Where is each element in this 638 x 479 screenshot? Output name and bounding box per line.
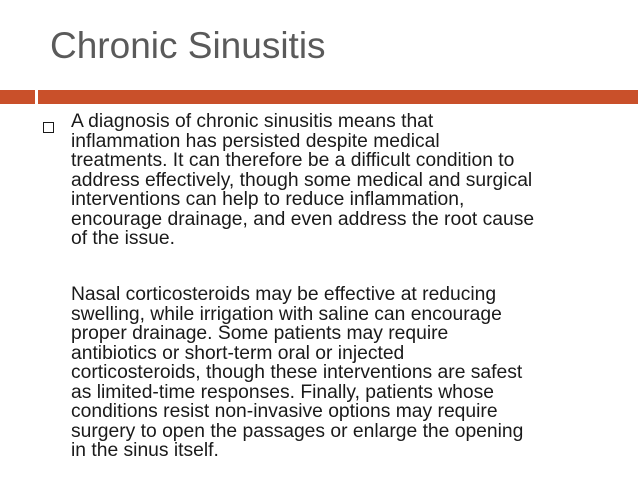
paragraph-2-line: as limited-time responses. Finally, patients whose xyxy=(71,381,494,403)
paragraph-1-line: treatments. It can therefore be a difficult condition to xyxy=(71,150,515,171)
paragraph-1-line: inflammation has persisted despite medical xyxy=(71,130,440,152)
paragraph-2-line: swelling, while irrigation with saline can encourage xyxy=(71,303,502,325)
paragraph-1-line: interventions can help to reduce inflammation, xyxy=(71,189,465,210)
title-accent-bar-right xyxy=(38,90,638,104)
paragraph-1-line: of the issue. xyxy=(71,228,175,249)
paragraph-2-line: conditions resist non-invasive options may require xyxy=(71,401,498,422)
paragraph-1-line: address effectively, though some medical and surgical xyxy=(71,169,533,191)
continuation-paragraph-2 xyxy=(71,285,611,461)
paragraph-1-line: encourage drainage, and even address the root cause xyxy=(71,208,535,230)
title-accent-bar-left xyxy=(0,90,35,104)
paragraph-2-line: in the sinus itself. xyxy=(71,440,219,461)
square-bullet-icon xyxy=(43,122,54,133)
paragraph-2-line: surgery to open the passages or enlarge the opening xyxy=(71,420,524,442)
paragraph-1-line: A diagnosis of chronic sinusitis means that xyxy=(71,111,434,132)
paragraph-2-line: corticosteroids, though these interventions are safest xyxy=(71,362,523,383)
paragraph-2-line: Nasal corticosteroids may be effective at reducing xyxy=(71,284,497,305)
slide-title: Chronic Sinusitis xyxy=(50,25,326,66)
paragraph-2-line: antibiotics or short-term oral or injected xyxy=(71,342,405,364)
bullet-paragraph-1 xyxy=(71,112,611,249)
paragraph-2-line: proper drainage. Some patients may require xyxy=(71,323,449,344)
